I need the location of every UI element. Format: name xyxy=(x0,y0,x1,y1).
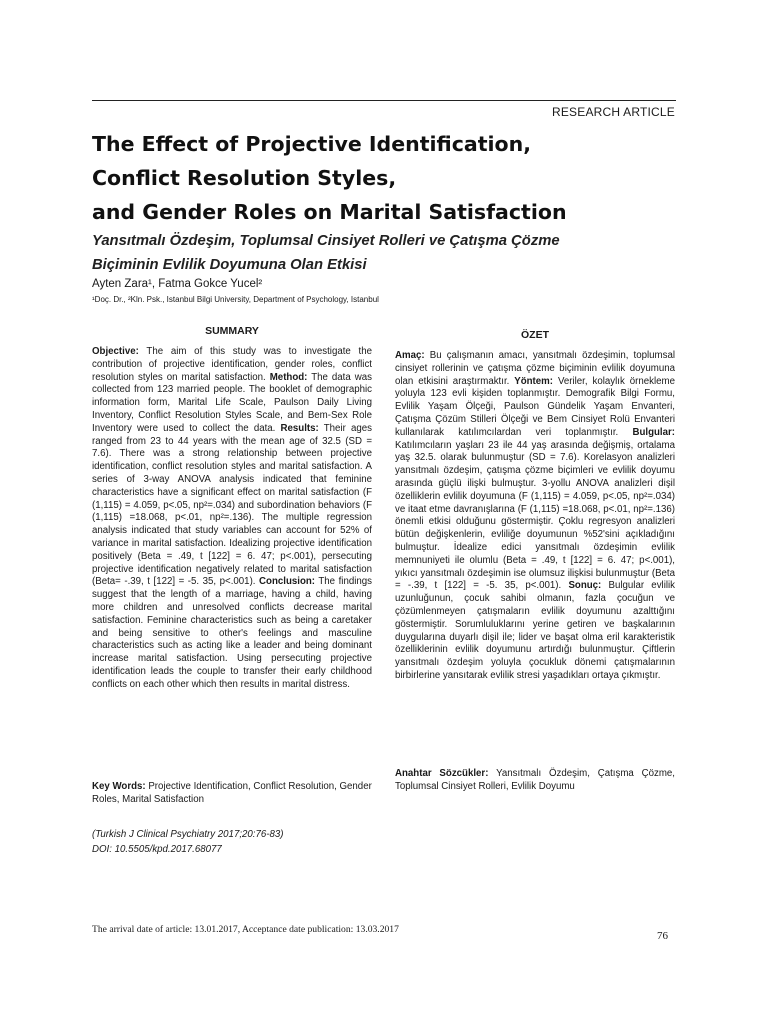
turkish-title-line: Biçiminin Evlilik Doyumuna Olan Etkisi xyxy=(92,257,367,273)
results-label: Results: xyxy=(280,422,319,434)
affiliation: ¹Doç. Dr., ²Kln. Psk., Istanbul Bilgi University, Department of Psychology, Istanbul xyxy=(92,295,379,304)
turkish-title xyxy=(92,229,682,277)
amac-text: Bu çalışmanın amacı, yansıtmalı özdeşimin, toplumsal cinsiyet rollerinin ve çatışma çözme biçiminin evlilik doyumuna olan etkisini araştırmaktır. xyxy=(395,350,675,387)
ozet-heading: ÖZET xyxy=(521,329,549,341)
citation-block xyxy=(92,827,284,857)
amac-label: Amaç: xyxy=(395,350,425,361)
keywords-label: Key Words: xyxy=(92,781,146,792)
summary-heading: SUMMARY xyxy=(205,325,259,337)
results-text: Their ages ranged from 23 to 44 years with the mean age of 32.5 (SD = 7.6). There was a strong relationship between projective identification, conflict resolution styles and marital satisfaction. A series of 3-way ANOVA analysis indicated that feminine characteristics have a significant effect on marital satisfaction (F (1,115) = 4.059, p<.05, np²=.034) and subordination behaviors (F (1,115) =18.068, p<.01, np²=.136). The multiple regression analysis indicated that study variables can account for 52% of variance in marital satisfaction. Idealizing projective identification positively (Beta = .49, t [122] = 6. 47; p<.001), persecuting projective identification negatively related to marital satisfaction (Beta= -.39, t [122] = -5. 35, p<.001). xyxy=(92,422,372,588)
title-line: and Gender Roles on Marital Satisfaction xyxy=(92,200,567,224)
anahtar-label: Anahtar Sözcükler: xyxy=(395,768,489,779)
anahtar-text: Yansıtmalı Özdeşim, Çatışma Çözme, Toplumsal Cinsiyet Rolleri, Evlilik Doyumu xyxy=(395,768,675,792)
method-label: Method: xyxy=(269,371,308,383)
objective-label: Objective: xyxy=(92,346,139,357)
yontem-text: Veriler, kolaylık örnekleme yoluyla 123 evli kişiden toplanmıştır. Demografik Bilgi Formu, Evlilik Yaşam Ölçeği, Paulson Gündelik Yaşam Envanteri, Çatışma Çözüm Stilleri Ölçeği ve Bem Cinsiyet Rolü Envanteri kullanılarak katılımcılardan veri toplanmıştır. xyxy=(395,375,675,438)
method-text: The data was collected from 123 married people. The booklet of demographic information form, Marital Life Scale, Paulson Daily Living Inventory, Conflict Resolution Styles Scale, and Bem-Sex Role Inventory were used to collect the data. xyxy=(92,371,372,434)
header-rule xyxy=(92,100,676,101)
bulgular-label: Bulgular: xyxy=(632,426,675,438)
conclusion-text: The findings suggest that the length of a marriage, having a child, having more children and unresolved conflicts decrease marital satisfaction. Feminine characteristics such as being a caretaker and being sensitive to other's feelings and masculine characteristics such as acting like a leader and being dominant increase marital satisfaction. Using persecuting projective identification leads the couple to transfer their early childhood conflicts on each other which then results in marital distress. xyxy=(92,576,372,690)
article-type-label: RESEARCH ARTICLE xyxy=(551,105,675,119)
conclusion-label: Conclusion: xyxy=(259,576,315,588)
turkish-title-line: Yansıtmalı Özdeşim, Toplumsal Cinsiyet Rolleri ve Çatışma Çözme xyxy=(92,233,560,249)
yontem-label: Yöntem: xyxy=(514,375,554,387)
title-line: Conflict Resolution Styles, xyxy=(92,166,397,190)
bulgular-text: Katılımcıların yaşları 23 ile 44 yaş arasında değişmiş, ortalama yaş 32.5. olarak bulunmuştur (SD = 7.6). Korelasyon analizleri yansıtmalı özdeşim, çatışma çözme biçimleri ve evlilik doyumu arasında güçlü ilişki bulmuştur. 3-yollu ANOVA analizleri dişil özelliklerin evlilik doyumuna (F (1,115) = 4.059, p<.05, np²=.034) ve itaat etme davranışlarına (F (1,115) =18.068, p<.01, np²=.136) önemli etkisi olduğunu göstermiştir. Çoklu regresyon analizleri bütün değişkenlerin, evliliğe doyumunun %52'sini açıkladığını bulmuştur. İdealize edici yansıtmalı özdeşimin evlilik memnuniyeti ile olumlu (Beta = .49, t [122] = 6. 47; p<.001), yıkıcı yansıtmalı özdeşimin ise olumsuz ilişkisi bulunmuştur (Beta = -.39, t [122] = -5. 35, p<.001). xyxy=(395,439,675,592)
doi: DOI: 10.5505/kpd.2017.68077 xyxy=(92,844,222,855)
page-number: 76 xyxy=(657,930,668,942)
keywords-text: Projective Identification, Conflict Resolution, Gender Roles, Marital Satisfaction xyxy=(92,781,372,805)
article-title xyxy=(92,127,692,229)
summary-keywords xyxy=(92,781,372,807)
objective-text: The aim of this study was to investigate the contribution of projective identification, gender roles, conflict resolution styles on marital satisfaction. xyxy=(92,346,372,383)
sonuc-text: Bulgular evlilik uzunluğunun, çocuk sahibi olmanın, fazla çocuğun ve çözümlenmeyen çatışmaların evlilik doyumunu azalttığını göstermiştir. Sorumluluklarını yerine getiren ve başkalarının duygularına duyarlı dişil ile; lider ve başat olma eril karakteristik özelliklerinin evlilik doyumunu artırdığı bulunmuştur. Çiftlerin yansıtmalı özdeşim yoluyla çocukluk dönemi çatışmalarının birbirlerine yansıtarak evlilik stresi yaşadıkları ortaya çıkmıştır. xyxy=(395,580,675,681)
authors: Ayten Zara¹, Fatma Gokce Yucel² xyxy=(92,278,263,290)
sonuc-label: Sonuç: xyxy=(568,580,602,592)
journal-citation: (Turkish J Clinical Psychiatry 2017;20:76-83) xyxy=(92,829,284,840)
ozet-body xyxy=(395,350,675,683)
title-line: The Effect of Projective Identification, xyxy=(92,132,531,156)
arrival-note: The arrival date of article: 13.01.2017, Acceptance date publication: 13.03.2017 xyxy=(92,924,399,935)
summary-body xyxy=(92,346,372,692)
ozet-keywords xyxy=(395,768,675,794)
